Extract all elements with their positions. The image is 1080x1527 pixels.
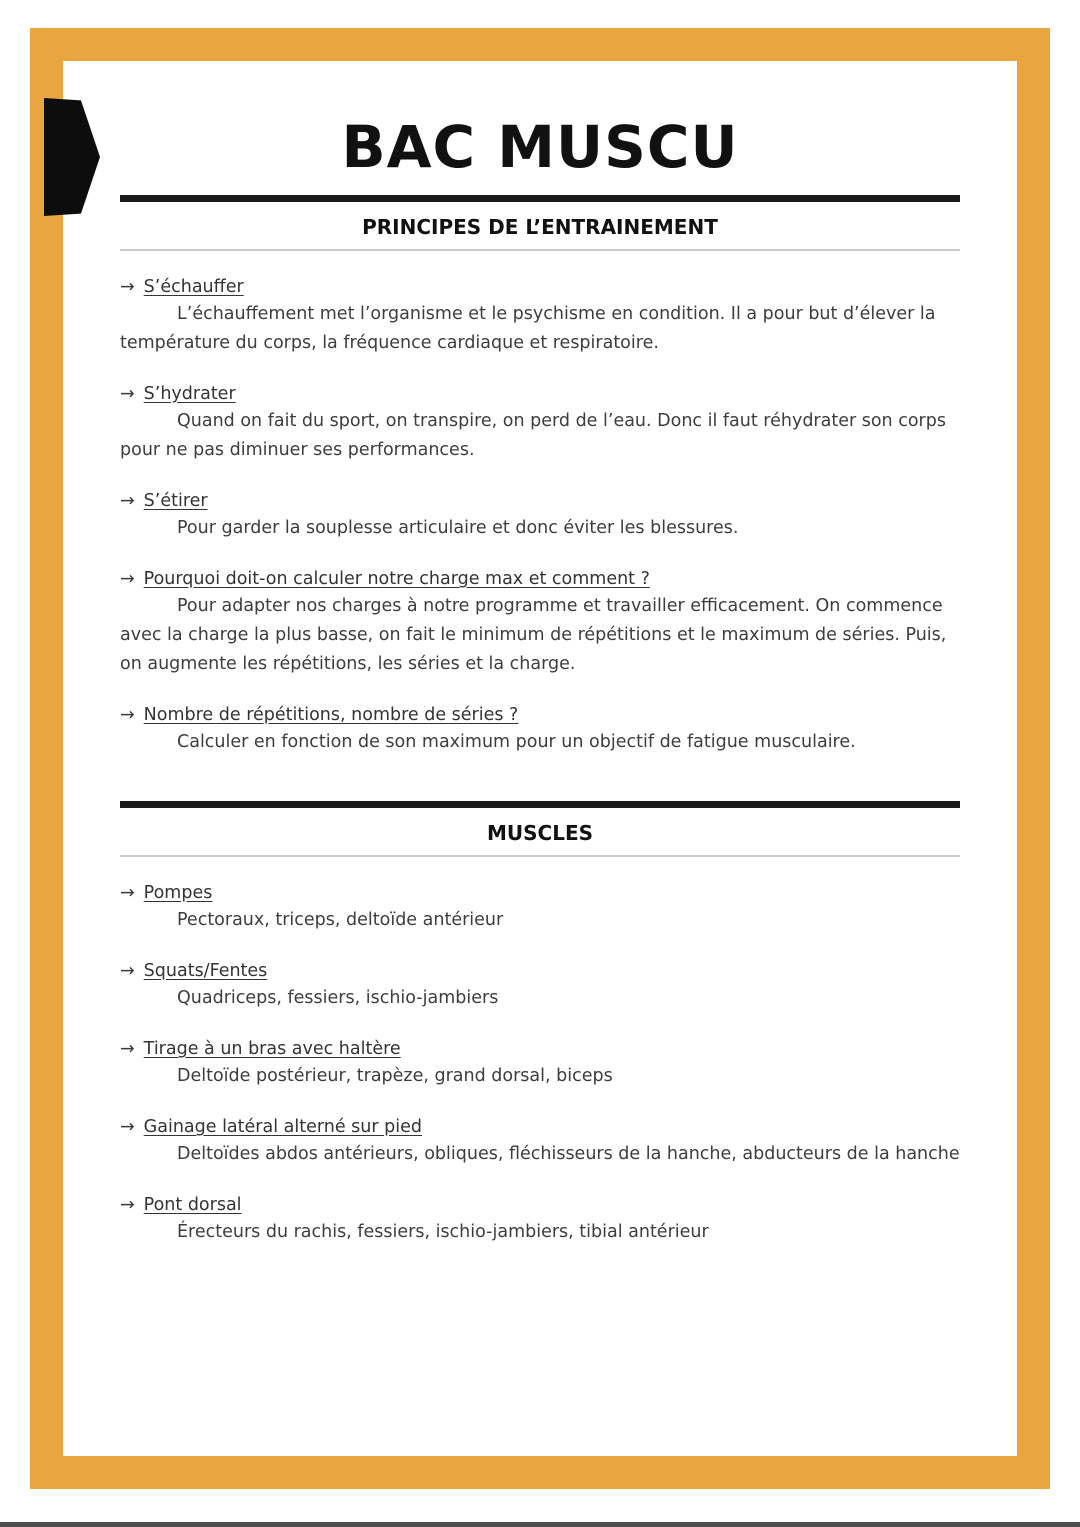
list-item [120, 883, 960, 935]
bottom-edge-line [0, 1522, 1080, 1527]
section-heading: MUSCLES [486, 821, 594, 845]
arrow-bullet-icon: → [120, 569, 135, 589]
arrow-bullet-icon: → [120, 1195, 135, 1215]
list-item [120, 1195, 960, 1247]
item-heading [120, 569, 960, 589]
item-label: S’échauffer [143, 277, 244, 297]
arrow-bullet-icon: → [120, 277, 135, 297]
section-divider [120, 801, 960, 808]
arrow-bullet-icon: → [120, 384, 135, 404]
item-label: Pont dorsal [143, 1195, 242, 1215]
item-heading [120, 1195, 960, 1215]
document-page [63, 61, 1017, 1456]
section-divider [120, 195, 960, 202]
arrow-bullet-icon: → [120, 961, 135, 981]
item-heading [120, 491, 960, 511]
item-label: S’étirer [143, 491, 208, 511]
item-label: Nombre de répétitions, nombre de séries ? [143, 705, 519, 725]
section-2 [120, 801, 960, 1247]
item-body: Calculer en fonction de son maximum pour un objectif de fatigue musculaire. [177, 732, 856, 752]
arrow-bullet-icon: → [120, 1039, 135, 1059]
list-item [120, 491, 960, 543]
sections-container [120, 195, 960, 1247]
section-items [120, 883, 960, 1247]
item-label: S’hydrater [143, 384, 236, 404]
list-item [120, 569, 960, 679]
list-item [120, 961, 960, 1013]
section-1 [120, 195, 960, 757]
item-body: Quadriceps, fessiers, ischio-jambiers [177, 988, 499, 1008]
item-body: Pectoraux, triceps, deltoïde antérieur [177, 910, 504, 930]
item-label: Pourquoi doit-on calculer notre charge max et comment ? [143, 569, 650, 589]
list-item [120, 384, 960, 465]
list-item [120, 1117, 960, 1169]
item-body: Deltoïdes abdos antérieurs, obliques, fléchisseurs de la hanche, abducteurs de la hanche [177, 1144, 960, 1164]
section-heading-underline [120, 855, 960, 857]
page-title: BAC MUSCU [341, 113, 739, 181]
item-body: L’échauffement met l’organisme et le psychisme en condition. Il a pour but d’élever la température du corps, la fréquence cardiaque et respiratoire. [120, 304, 936, 353]
item-label: Squats/Fentes [143, 961, 268, 981]
item-heading [120, 705, 960, 725]
item-body: Érecteurs du rachis, fessiers, ischio-jambiers, tibial antérieur [177, 1222, 709, 1242]
section-heading: PRINCIPES DE L’ENTRAINEMENT [362, 215, 718, 239]
item-label: Tirage à un bras avec haltère [143, 1039, 401, 1059]
item-body: Pour garder la souplesse articulaire et donc éviter les blessures. [177, 518, 739, 538]
item-heading [120, 384, 960, 404]
list-item [120, 705, 960, 757]
arrow-bullet-icon: → [120, 705, 135, 725]
arrow-bullet-icon: → [120, 883, 135, 903]
item-heading [120, 1117, 960, 1137]
item-heading [120, 277, 960, 297]
arrow-bullet-icon: → [120, 491, 135, 511]
item-heading [120, 961, 960, 981]
list-item [120, 1039, 960, 1091]
item-label: Pompes [143, 883, 213, 903]
arrow-bullet-icon: → [120, 1117, 135, 1137]
item-body: Deltoïde postérieur, trapèze, grand dorsal, biceps [177, 1066, 613, 1086]
item-heading [120, 1039, 960, 1059]
list-item [120, 277, 960, 358]
section-items [120, 277, 960, 757]
section-heading-underline [120, 249, 960, 251]
item-heading [120, 883, 960, 903]
item-label: Gainage latéral alterné sur pied [143, 1117, 422, 1137]
item-body: Pour adapter nos charges à notre programme et travailler efficacement. On commence avec la charge la plus basse, on fait le minimum de répétitions et le maximum de séries. Puis, on augmente les répétitions, les séries et la charge. [120, 596, 947, 674]
item-body: Quand on fait du sport, on transpire, on perd de l’eau. Donc il faut réhydrater son corps pour ne pas diminuer ses performances. [120, 411, 946, 460]
